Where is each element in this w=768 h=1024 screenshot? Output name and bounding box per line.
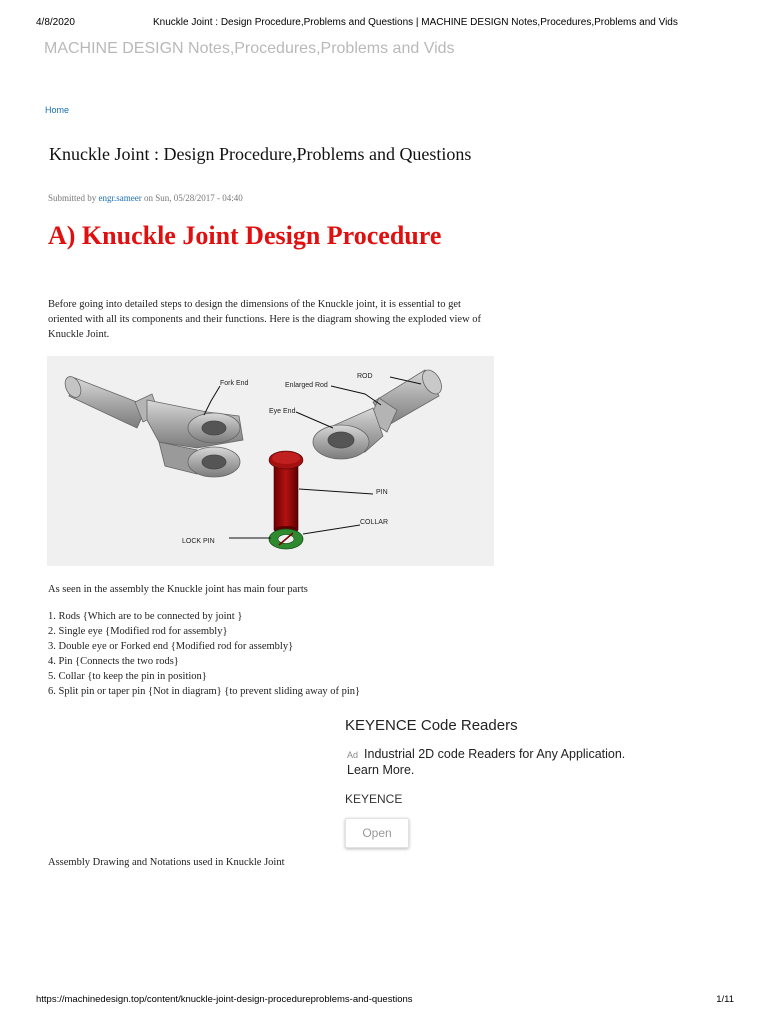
list-item: 4. Pin {Connects the two rods} — [48, 656, 179, 667]
fork-end-part — [62, 374, 243, 477]
label-fork-end: Fork End — [220, 380, 249, 387]
list-item: 3. Double eye or Forked end {Modified rod for assembly} — [48, 641, 294, 652]
label-lock-pin: LOCK PIN — [182, 538, 215, 545]
breadcrumb-home-link[interactable]: Home — [45, 105, 70, 115]
ad-title-link[interactable]: KEYENCE Code Readers — [345, 717, 518, 734]
site-name[interactable]: MACHINE DESIGN Notes,Procedures,Problems and Vids — [44, 40, 455, 57]
list-item: 1. Rods {Which are to be connected by joint } — [48, 611, 243, 622]
intro-paragraph: Before going into detailed steps to design the dimensions of the Knuckle joint, it is essential to get oriented with all its components and their functions. Here is the diagram showing the exploded view of Knuckle Joint. — [48, 299, 482, 340]
section-heading: A) Knuckle Joint Design Procedure — [48, 221, 442, 250]
list-item: 2. Single eye {Modified rod for assembly} — [48, 626, 228, 637]
submitted-date: on Sun, 05/28/2017 - 04:40 — [141, 193, 243, 203]
label-enlarged-rod: Enlarged Rod — [285, 382, 328, 389]
eye-end-part — [313, 367, 445, 459]
label-eye-end: Eye End — [269, 408, 296, 415]
pin-part — [269, 451, 303, 534]
list-item: 5. Collar {to keep the pin in position} — [48, 671, 207, 682]
label-rod: ROD — [357, 373, 373, 380]
collar-part — [269, 529, 303, 549]
print-date: 4/8/2020 — [36, 17, 75, 28]
submitted-prefix: Submitted by — [48, 193, 99, 203]
ad-badge: Ad — [347, 750, 359, 760]
ad-advertiser: KEYENCE — [345, 792, 403, 806]
submitted-line — [48, 193, 243, 203]
ad-open-button[interactable]: Open — [345, 818, 409, 848]
label-pin: PIN — [376, 489, 388, 496]
page-number: 1/11 — [716, 994, 734, 1005]
ad-description: Industrial 2D code Readers for Any Application. Learn More. — [347, 747, 626, 777]
label-collar: COLLAR — [360, 519, 389, 526]
article-title: Knuckle Joint : Design Procedure,Problems and Questions — [49, 144, 472, 164]
assembly-caption: Assembly Drawing and Notations used in Knuckle Joint — [48, 857, 285, 868]
knuckle-joint-exploded-diagram — [47, 356, 494, 566]
list-item: 6. Split pin or taper pin {Not in diagram} {to prevent sliding away of pin} — [48, 686, 361, 697]
print-url: https://machinedesign.top/content/knuckle-joint-design-procedureproblems-and-questions — [36, 994, 413, 1005]
author-link[interactable]: engr.sameer — [98, 193, 142, 203]
print-page-title: Knuckle Joint : Design Procedure,Problems and Questions | MACHINE DESIGN Notes,Procedures,Problems and Vids — [153, 17, 678, 28]
ad-body[interactable] — [347, 747, 635, 781]
diagram-svg — [47, 356, 494, 566]
assembly-intro-text: As seen in the assembly the Knuckle joint has main four parts — [48, 584, 308, 595]
parts-list — [48, 609, 360, 699]
